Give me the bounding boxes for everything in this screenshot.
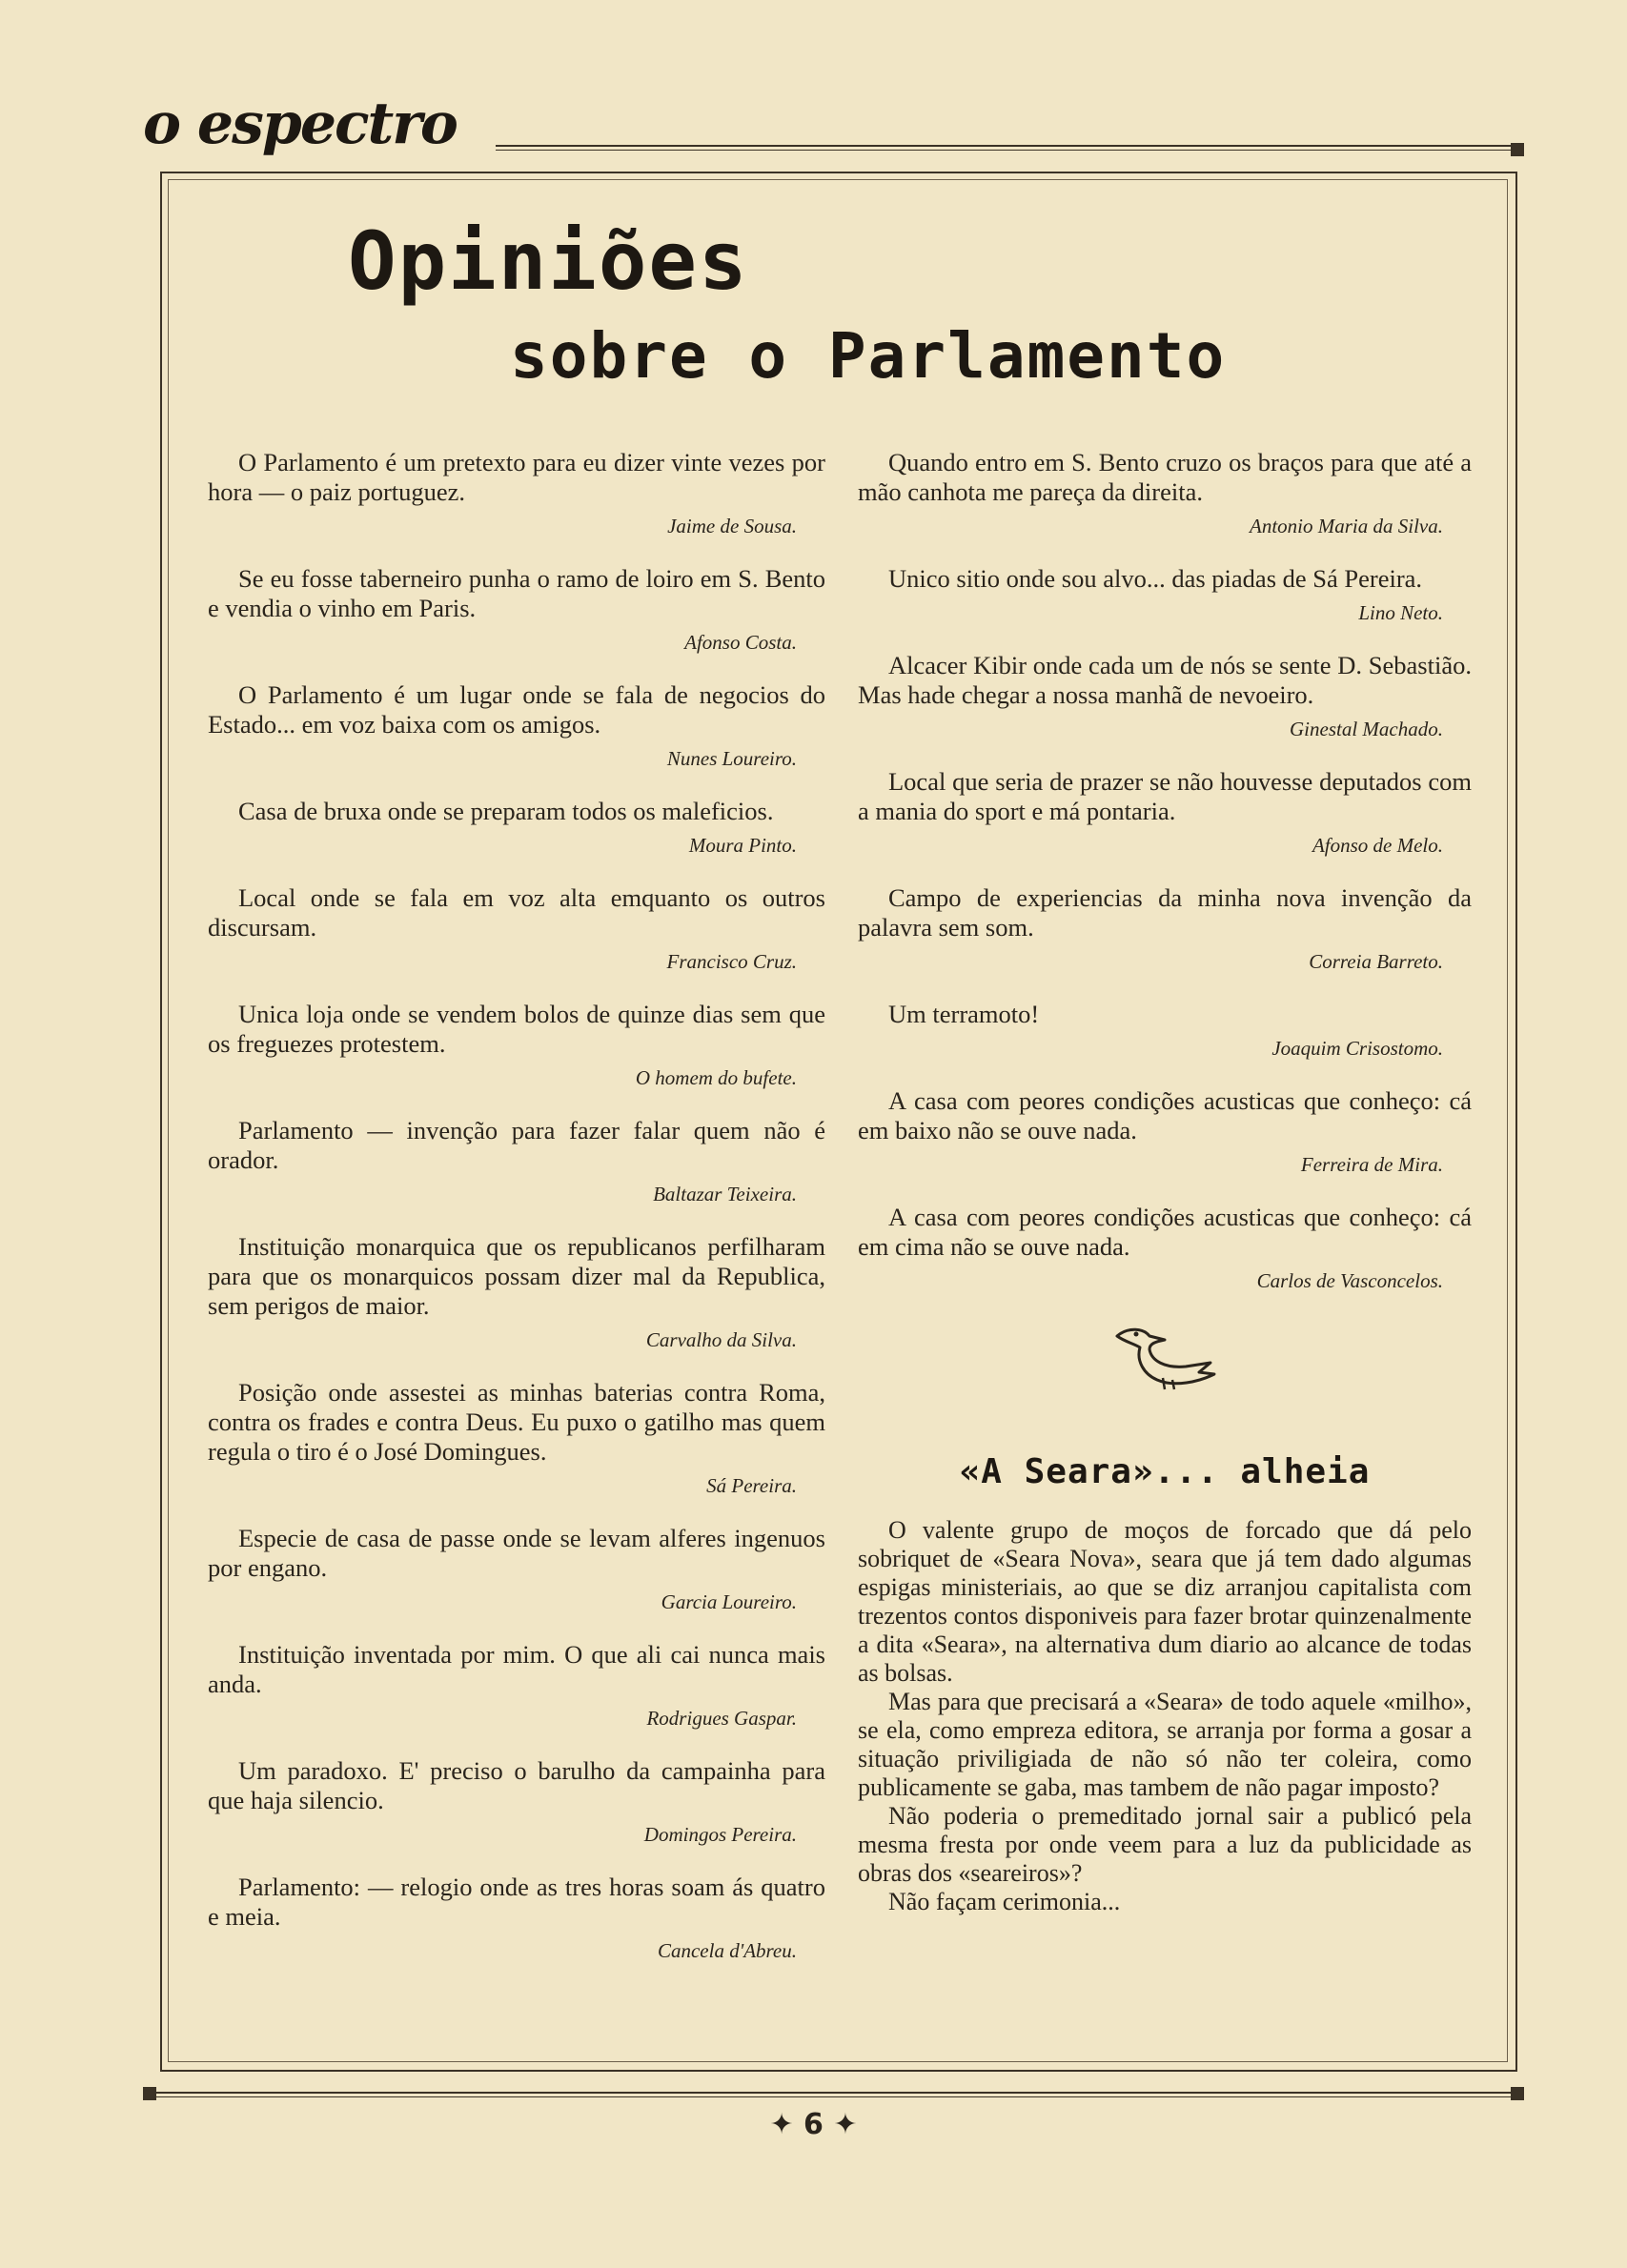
opinion-author: Moura Pinto. xyxy=(688,834,797,857)
opinion-author: Joaquim Crisostomo. xyxy=(1271,1037,1443,1060)
opinion-author: Carlos de Vasconcelos. xyxy=(1256,1269,1443,1292)
section-paragraph: O valente grupo de moços de forcado que dá pelo sobriquet de «Seara Nova», seara que já tem dado algumas espigas ministeriais, ao que se diz arranjou capitalista com trezentos contos disponiveis para fazer brotar quinzenalmente a dita «Seara», na alternativa dum diario ao alcance de todas as bolsas. xyxy=(858,1516,1472,1687)
section-paragraph: Não poderia o premeditado jornal sair a publicó pela mesma fresta por onde veem para a luz da publicidade as obras dos «seareiros»? xyxy=(858,1802,1472,1887)
opinion-author: Afonso de Melo. xyxy=(1312,834,1443,857)
opinion-quote: Se eu fosse taberneiro punha o ramo de loiro em S. Bento e vendia o vinho em Paris. xyxy=(208,564,825,622)
opinion-quote: Alcacer Kibir onde cada um de nós se sente D. Sebastião. Mas hade chegar a nossa manhã de nevoeiro. xyxy=(858,651,1472,709)
opinion-item xyxy=(208,1524,825,1613)
article-title-line2: sobre o Parlamento xyxy=(510,319,1227,393)
opinion-item xyxy=(208,1000,825,1089)
opinion-quote: Campo de experiencias da minha nova invenção da palavra sem som. xyxy=(858,883,1472,942)
left-column xyxy=(208,448,825,1989)
opinion-item xyxy=(858,883,1472,973)
opinion-item xyxy=(208,1640,825,1730)
top-rule xyxy=(496,145,1520,151)
duck-icon xyxy=(1108,1319,1222,1395)
opinion-item xyxy=(208,1756,825,1846)
opinion-quote: Casa de bruxa onde se preparam todos os maleficios. xyxy=(238,797,774,825)
article-title-line1: Opiniões xyxy=(348,214,749,308)
opinion-quote: Parlamento — invenção para fazer falar quem não é orador. xyxy=(208,1116,825,1174)
opinion-author: Lino Neto. xyxy=(1358,601,1443,624)
section-paragraph: Não façam cerimonia... xyxy=(888,1888,1121,1915)
opinion-quote: Um terramoto! xyxy=(888,1000,1040,1028)
opinion-quote: Quando entro em S. Bento cruzo os braços para que até a mão canhota me pareça da direita. xyxy=(858,448,1472,506)
opinion-item xyxy=(208,564,825,654)
bottom-rule xyxy=(143,2092,1520,2097)
opinion-author: Garcia Loureiro. xyxy=(661,1590,797,1613)
opinion-quote: A casa com peores condições acusticas que conheço: cá em cima não se ouve nada. xyxy=(858,1203,1472,1261)
opinion-quote: Instituição monarquica que os republicanos perfilharam para que os monarquicos possam dizer mal da Republica, sem perigos de maior. xyxy=(208,1232,825,1320)
opinion-quote: Parlamento: — relogio onde as tres horas soam ás quatro e meia. xyxy=(208,1873,825,1931)
opinion-author: Domingos Pereira. xyxy=(643,1823,797,1846)
opinion-quote: Um paradoxo. E' preciso o barulho da campainha para que haja silencio. xyxy=(208,1756,825,1814)
opinion-item xyxy=(208,680,825,770)
opinion-quote: A casa com peores condições acusticas que conheço: cá em baixo não se ouve nada. xyxy=(858,1086,1472,1144)
opinion-author: Ferreira de Mira. xyxy=(1300,1153,1443,1176)
opinion-author: O homem do bufete. xyxy=(635,1066,797,1089)
opinion-author: Jaime de Sousa. xyxy=(667,515,797,537)
opinion-quote: Unico sitio onde sou alvo... das piadas de Sá Pereira. xyxy=(888,564,1423,593)
opinion-author: Afonso Costa. xyxy=(684,631,797,654)
page-number: ✦ 6 ✦ xyxy=(769,2108,858,2141)
section-title: «A Seara»... alheia xyxy=(959,1452,1371,1491)
section-paragraph: Mas para que precisará a «Seara» de todo aquele «milho», se ela, como empreza editora, se arranja por forma a gosar a situação priviligiada de não só não ter coleira, como publicamente se gaba, mas tambem de não pagar imposto? xyxy=(858,1688,1472,1801)
opinion-item xyxy=(208,883,825,973)
opinion-quote: Posição onde assestei as minhas baterias contra Roma, contra os frades e contra Deus. Eu puxo o gatilho mas quem regula o tiro é o José Domingues. xyxy=(208,1378,825,1466)
opinion-quote: O Parlamento é um pretexto para eu dizer vinte vezes por hora — o paiz portuguez. xyxy=(208,448,825,506)
opinion-author: Correia Barreto. xyxy=(1309,950,1443,973)
masthead-logo: o espectro xyxy=(143,91,457,157)
right-column xyxy=(858,448,1472,1916)
opinion-item xyxy=(858,448,1472,537)
opinion-author: Sá Pereira. xyxy=(706,1474,797,1497)
opinion-item xyxy=(858,1086,1472,1176)
opinion-author: Francisco Cruz. xyxy=(666,950,797,973)
opinion-item xyxy=(858,651,1472,740)
opinion-author: Baltazar Teixeira. xyxy=(653,1183,797,1205)
opinion-quote: Local onde se fala em voz alta emquanto os outros discursam. xyxy=(208,883,825,942)
opinion-item xyxy=(208,797,825,857)
opinion-author: Ginestal Machado. xyxy=(1290,718,1443,740)
opinion-author: Antonio Maria da Silva. xyxy=(1250,515,1443,537)
opinion-item xyxy=(208,1232,825,1351)
opinion-quote: Instituição inventada por mim. O que ali cai nunca mais anda. xyxy=(208,1640,825,1698)
opinion-author: Nunes Loureiro. xyxy=(666,747,797,770)
opinion-author: Rodrigues Gaspar. xyxy=(646,1707,797,1730)
opinion-item xyxy=(858,564,1472,624)
opinion-quote: Unica loja onde se vendem bolos de quinze dias sem que os freguezes protestem. xyxy=(208,1000,825,1058)
opinion-quote: Local que seria de prazer se não houvesse deputados com a mania do sport e má pontaria. xyxy=(858,767,1472,825)
opinion-item xyxy=(208,1378,825,1497)
opinion-quote: Especie de casa de passe onde se levam alferes ingenuos por engano. xyxy=(208,1524,825,1582)
opinion-item xyxy=(858,767,1472,857)
opinion-item xyxy=(208,1116,825,1205)
opinion-item xyxy=(208,1873,825,1962)
opinion-item xyxy=(858,1000,1472,1060)
corner-ornament-top-right xyxy=(1511,143,1524,156)
section-body xyxy=(858,1516,1472,1916)
opinion-quote: O Parlamento é um lugar onde se fala de negocios do Estado... em voz baixa com os amigos. xyxy=(208,680,825,739)
opinion-item xyxy=(858,1203,1472,1292)
opinion-author: Carvalho da Silva. xyxy=(645,1328,797,1351)
opinion-author: Cancela d'Abreu. xyxy=(657,1939,797,1962)
opinion-item xyxy=(208,448,825,537)
